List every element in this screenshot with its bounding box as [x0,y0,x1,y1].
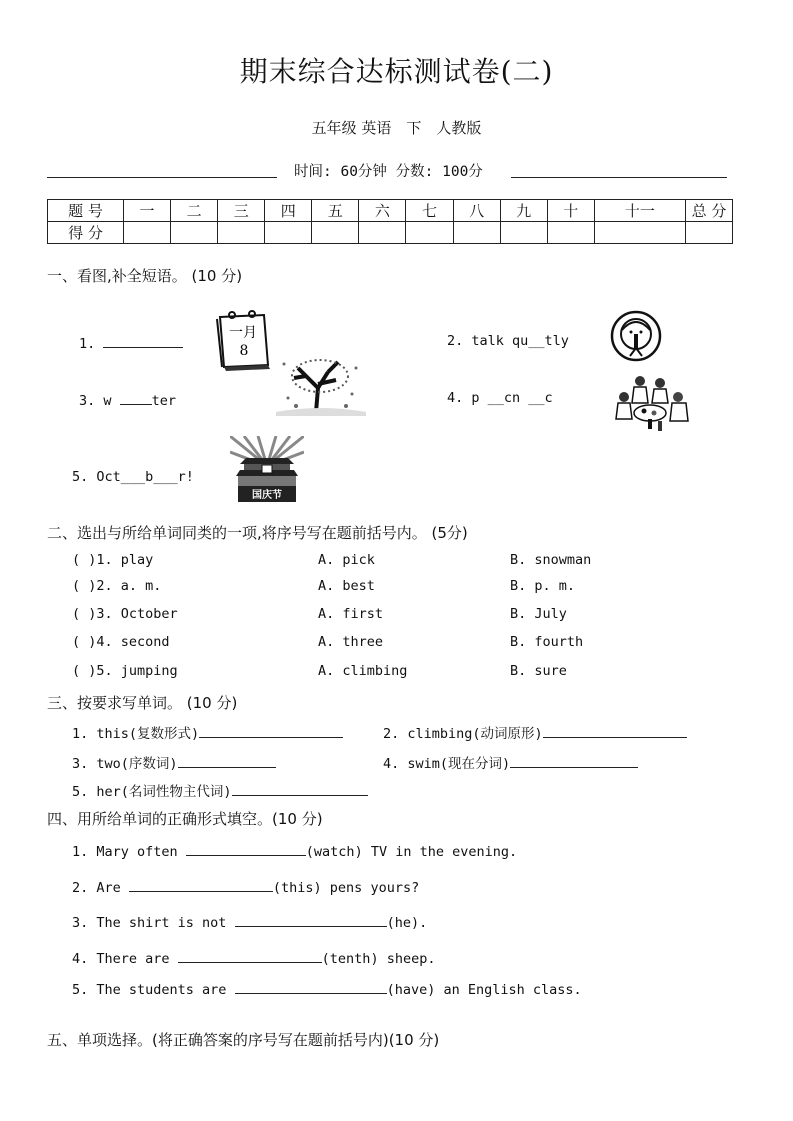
national-day-icon [230,436,304,504]
section-4-heading: 四、用所给单词的正确形式填空。(10 分) [47,810,323,828]
score-table [47,199,733,244]
national-day-label: 国庆节 [252,490,282,501]
s4-q5-end: (have) an English class. [386,982,582,998]
s3-q5-prompt: 5. her(名词性物主代词) [72,784,232,800]
section-5-heading: 五、单项选择。(将正确答案的序号写在题前括号内)(10 分) [47,1031,440,1049]
picnic-icon [610,373,692,433]
s1-q2: 2. talk qu__tly [447,333,569,349]
s3-q4-blank[interactable] [510,753,638,768]
s4-q2-start: 2. Are [72,880,129,896]
s3-q5-blank[interactable] [232,781,368,796]
score-input-cell[interactable] [265,222,312,244]
s4-q3-end: (he). [386,915,428,931]
s4-q1 [72,841,517,860]
s2-q5-option-a: A. climbing [318,663,408,679]
s4-q2-blank[interactable] [129,877,273,892]
s1-q5: 5. Oct___b___r! [72,469,194,485]
s4-q2 [72,877,419,896]
s2-q5: ( )5. jumping [72,663,178,679]
page-title: 期末综合达标测试卷(二) [239,55,554,88]
s3-q3 [72,752,276,772]
s4-q3-blank[interactable] [235,912,387,927]
s1-q3-blank[interactable] [120,390,152,405]
score-cell: 十一 [594,200,685,222]
s4-q5 [72,979,582,998]
s1-q3-start: 3. w [79,393,120,409]
s4-q2-end: (this) pens yours? [272,880,420,896]
s3-q3-blank[interactable] [178,753,276,768]
score-cell: 二 [171,200,218,222]
calendar-icon [214,309,272,371]
s1-q1 [79,333,183,352]
s3-q2 [383,722,687,742]
s4-q4-start: 4. There are [72,951,178,967]
score-table-header-row [48,200,733,222]
s3-q4 [383,752,638,772]
calendar-month-label: 一月 [229,325,257,341]
s1-q3-end: ter [151,393,177,409]
s1-q1-number: 1. [79,336,104,352]
name-blank-line [47,177,277,178]
page-subtitle: 五年级 英语 下 人教版 [311,119,482,137]
s1-q1-blank[interactable] [103,333,183,348]
score-input-cell[interactable] [218,222,265,244]
s4-q1-blank[interactable] [186,841,306,856]
quiet-face-icon [610,310,662,362]
s2-q1-option-b: B. snowman [510,552,592,568]
score-input-cell[interactable] [171,222,218,244]
s2-q3: ( )3. October [72,606,178,622]
score-input-cell[interactable] [359,222,406,244]
score-input-cell[interactable] [406,222,453,244]
score-cell: 题 号 [48,200,124,222]
score-cell: 三 [218,200,265,222]
score-cell: 七 [406,200,453,222]
score-table-score-row [48,222,733,244]
s4-q4-end: (tenth) sheep. [321,951,436,967]
exam-info: 时间: 60分钟 分数: 100分 [294,164,483,180]
s2-q1: ( )1. play [72,552,154,568]
s1-q4: 4. p __cn __c [447,390,553,406]
section-1-heading: 一、看图,补全短语。 (10 分) [47,267,243,285]
score-input-cell[interactable] [312,222,359,244]
s2-q3-option-b: B. July [510,606,567,622]
s2-q2: ( )2. a. m. [72,578,162,594]
score-cell: 五 [312,200,359,222]
s4-q5-blank[interactable] [235,979,387,994]
score-cell: 总 分 [686,200,733,222]
s3-q2-blank[interactable] [543,723,687,738]
s3-q5 [72,780,368,800]
s2-q4-option-b: B. fourth [510,634,584,650]
s3-q1-blank[interactable] [199,723,343,738]
score-input-cell[interactable] [547,222,594,244]
score-input-cell[interactable] [124,222,171,244]
s2-q4: ( )4. second [72,634,170,650]
s2-q4-option-a: A. three [318,634,384,650]
score-input-cell[interactable] [594,222,685,244]
winter-tree-icon [276,354,366,416]
s4-q3-start: 3. The shirt is not [72,915,235,931]
score-cell: 得 分 [48,222,124,244]
s3-q3-prompt: 3. two(序数词) [72,756,178,772]
s2-q5-option-b: B. sure [510,663,567,679]
s2-q1-option-a: A. pick [318,552,375,568]
s4-q5-start: 5. The students are [72,982,235,998]
s4-q3 [72,912,427,931]
class-blank-line [511,177,727,178]
s2-q3-option-a: A. first [318,606,384,622]
score-cell: 一 [124,200,171,222]
score-input-cell[interactable] [686,222,733,244]
s4-q1-start: 1. Mary often [72,844,186,860]
s1-q3 [79,390,176,409]
s3-q1-prompt: 1. this(复数形式) [72,726,200,742]
s3-q4-prompt: 4. swim(现在分词) [383,756,511,772]
score-input-cell[interactable] [500,222,547,244]
s4-q4-blank[interactable] [178,948,322,963]
score-cell: 六 [359,200,406,222]
s3-q2-prompt: 2. climbing(动词原形) [383,726,543,742]
score-cell: 八 [453,200,500,222]
s3-q1 [72,722,343,742]
score-cell: 四 [265,200,312,222]
s4-q1-end: (watch) TV in the evening. [305,844,518,860]
s4-q4 [72,948,435,967]
section-2-heading: 二、选出与所给单词同类的一项,将序号写在题前括号内。 (5分) [47,524,468,542]
score-cell: 十 [547,200,594,222]
s2-q2-option-a: A. best [318,578,375,594]
s2-q2-option-b: B. p. m. [510,578,576,594]
score-input-cell[interactable] [453,222,500,244]
section-3-heading: 三、按要求写单词。 (10 分) [47,694,238,712]
score-cell: 九 [500,200,547,222]
calendar-day-label: 8 [239,343,249,359]
